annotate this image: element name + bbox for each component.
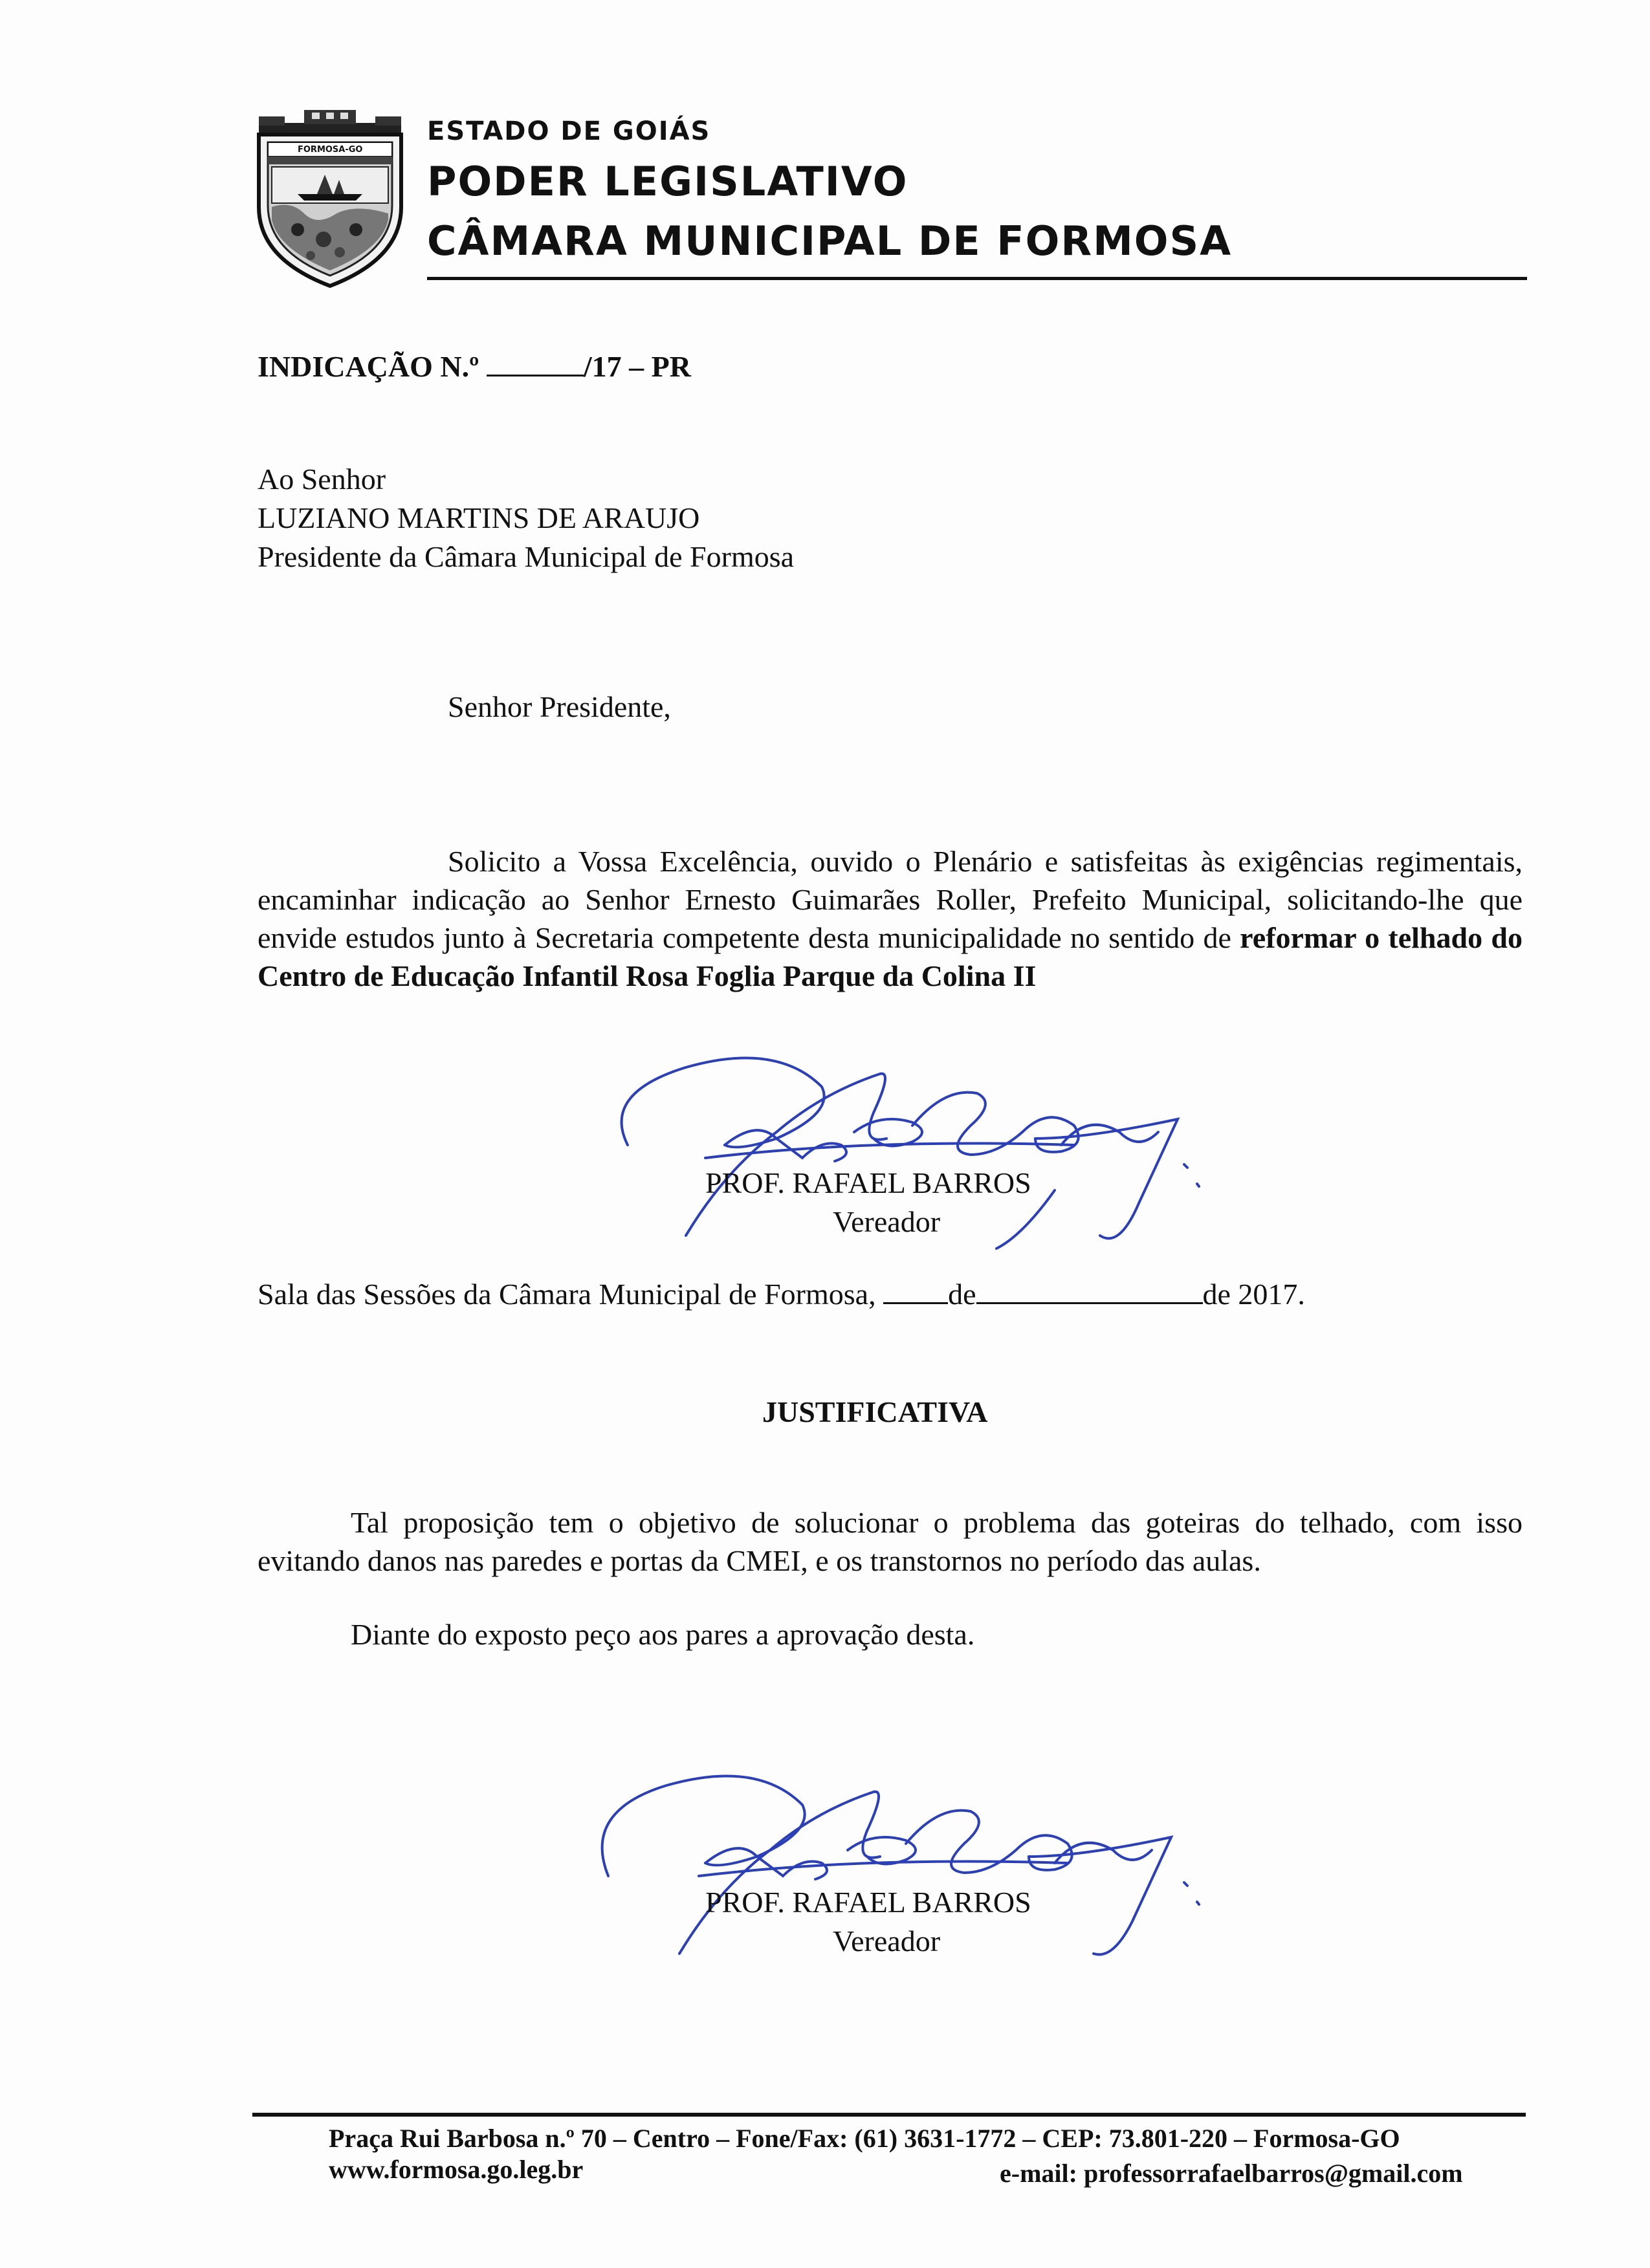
footer-address: Praça Rui Barbosa n.º 70 – Centro – Fone/Fax: (61) 3631-1772 – CEP: 73.801-220 – Formosa-GO <box>329 2124 1400 2153</box>
session-month-blank <box>976 1276 1203 1304</box>
header-rule <box>427 277 1527 280</box>
indicacao-prefix: INDICAÇÃO N.º <box>258 350 479 383</box>
crest-label: FORMOSA-GO <box>298 145 363 155</box>
indicacao-number-blank <box>487 349 584 376</box>
session-prefix: Sala das Sessões da Câmara Municipal de Formosa, <box>258 1278 876 1311</box>
justificativa-paragraph-1: Tal proposição tem o objetivo de solucionar o problema das goteiras do telhado, com isso evitando danos nas paredes e portas da CMEI, e os transtornos no período das aulas. <box>258 1506 1523 1577</box>
addressee-title: Presidente da Câmara Municipal de Formosa <box>258 540 795 573</box>
addressee-salutation: Ao Senhor <box>258 463 386 496</box>
justificativa-heading: JUSTIFICATIVA <box>762 1395 988 1428</box>
body-bold-request: reformar o telhado do Centro de Educação Infantil Rosa Foglia Parque da Colina II <box>258 921 1523 992</box>
signature-2-name: PROF. RAFAEL BARROS <box>705 1886 1031 1919</box>
justificativa-paragraph-2: Diante do exposto peço aos pares a aprovação desta. <box>351 1618 975 1651</box>
signature-1-role: Vereador <box>833 1205 941 1238</box>
signature-1-name: PROF. RAFAEL BARROS <box>705 1166 1031 1199</box>
footer-website: www.formosa.go.leg.br <box>329 2155 584 2184</box>
addressee-name: LUZIANO MARTINS DE ARAUJO <box>258 501 700 534</box>
body-paragraph <box>258 842 1523 995</box>
municipal-crest <box>252 110 408 288</box>
header-chamber: CÂMARA MUNICIPAL DE FORMOSA <box>427 217 1233 265</box>
footer-email: e-mail: professorrafaelbarros@gmail.com <box>1000 2159 1463 2188</box>
footer-rule <box>252 2113 1526 2117</box>
header-branch: PODER LEGISLATIVO <box>427 158 908 205</box>
body-text: Solicito a Vossa Excelência, ouvido o Plenário e satisfeitas às exigências regimentais, encaminhar indicação ao Senhor Ernesto Guimarães Roller, Prefeito Municipal, solicitando-lhe que envide estudos junto à Secretaria competente desta municipalidade no sentido de <box>258 845 1523 954</box>
session-day-blank <box>883 1276 948 1304</box>
session-year: de 2017. <box>1202 1278 1305 1311</box>
session-line <box>258 1276 1305 1313</box>
indicacao-line <box>258 348 691 386</box>
header-state: ESTADO DE GOIÁS <box>427 116 711 146</box>
greeting: Senhor Presidente, <box>448 690 671 723</box>
crest-shield-icon <box>252 110 408 288</box>
indicacao-suffix: /17 – PR <box>583 350 691 383</box>
session-de-1: de <box>948 1278 976 1311</box>
signature-2-role: Vereador <box>833 1925 941 1957</box>
